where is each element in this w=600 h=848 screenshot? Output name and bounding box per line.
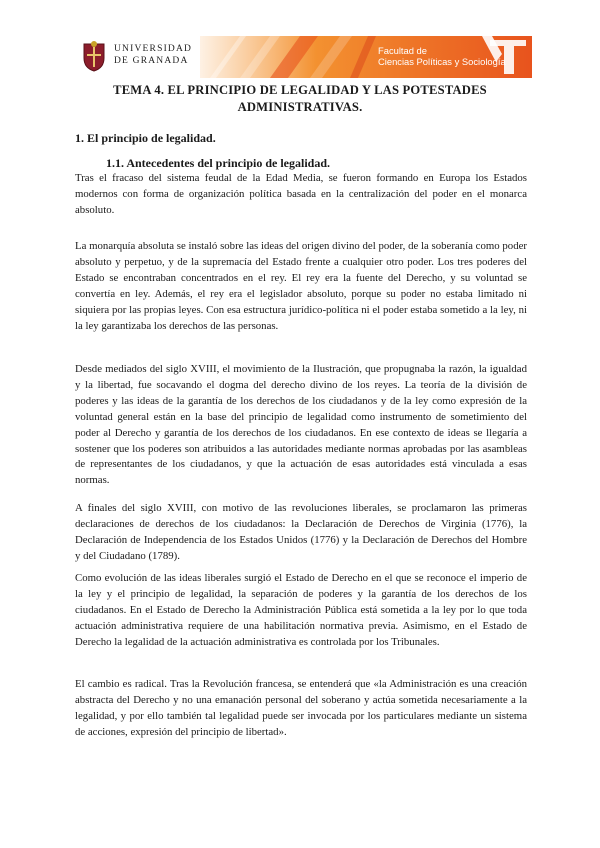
university-name — [114, 43, 192, 67]
faculty-name — [378, 46, 506, 67]
section-heading: 1. El principio de legalidad. — [75, 131, 216, 145]
faculty-line-1: Facultad de — [378, 45, 427, 56]
document-title: TEMA 4. EL PRINCIPIO DE LEGALIDAD Y LAS POTESTADES ADMINISTRATIVAS. — [113, 83, 487, 114]
university-line-1: UNIVERSIDAD — [114, 44, 193, 54]
paragraph-6: El cambio es radical. Tras la Revolución francesa, se entenderá que «la Administración es una creación abstracta del Derecho y no una emanación personal del soberano y actúa sometida necesariamente a la legalidad, y por ello también tal legalidad puede ser invocada por los particulares mediante un sistema de acciones, expresión del principio de libertad». — [75, 678, 527, 738]
page-header — [0, 0, 600, 82]
paragraph-5: Como evolución de las ideas liberales surgió el Estado de Derecho en el que se reconoce el imperio de la ley y el principio de legalidad, la separación de poderes y la garantía de los derechos de los ciudadanos. En el Estado de Derecho la Administración Pública está sometida a la ley por lo que toda actuación administrativa requiere de una habilitación normativa previa. Asimismo, en el Estado de Derecho la legalidad de la actuación administrativa es controlada por los Tribunales. — [75, 572, 527, 648]
faculty-line-2: Ciencias Políticas y Sociología — [378, 55, 506, 67]
paragraph-1: Tras el fracaso del sistema feudal de la Edad Media, se fueron formando en Europa los Estados modernos con forma de organización política basada en la centralización del poder en el monarca absoluto. — [75, 172, 527, 216]
university-line-2: DE GRANADA — [114, 56, 189, 66]
university-coat-of-arms-icon — [80, 40, 108, 72]
paragraph-4: A finales del siglo XVIII, con motivo de las revoluciones liberales, se proclamaron las primeras declaraciones de derechos de los ciudadanos: la Declaración de Derechos de Virginia (1776), la Declaración de Independencia de los Estados Unidos (1776) y la Declaración de Derechos del Hombre y del Ciudadano (1789). — [75, 502, 527, 562]
paragraph-2: La monarquía absoluta se instaló sobre las ideas del origen divino del poder, de la soberanía como poder absoluto y perpetuo, y de la supremacía del Estado frente a cualquier otro poder. Los tres poderes del Estado se encontraban concentrados en el rey. El rey era la fuente del Derecho, y su voluntad se convertía en ley. Además, el rey era el legislador absoluto, porque su poder no estaba limitado ni siquiera por las propias leyes. Con esa estructura jurídico-política ni el poder estaba sometido a la ley, ni la ley garantizaba los derechos de las personas. — [75, 240, 527, 332]
paragraph-3: Desde mediados del siglo XVIII, el movimiento de la Ilustración, que propugnaba la razón, la igualdad y la libertad, fue socavando el dogma del derecho divino de los reyes. La teoría de la división de poderes y las ideas de la garantía de los derechos de los ciudadanos y de la ley como expresión de la voluntad general están en la base del principio de legalidad como instrumento de sometimiento del poder al Derecho y garantía de los derechos de los ciudadanos. En ese contexto de ideas se llegaría a sostener que los poderes son atribuidos a las autoridades mediante normas aprobadas por las asambleas de representantes de los ciudadanos, y que la actuación de esas autoridades está vinculada a esas normas. — [75, 363, 527, 487]
subsection-heading: 1.1. Antecedentes del principio de legalidad. — [106, 156, 331, 170]
